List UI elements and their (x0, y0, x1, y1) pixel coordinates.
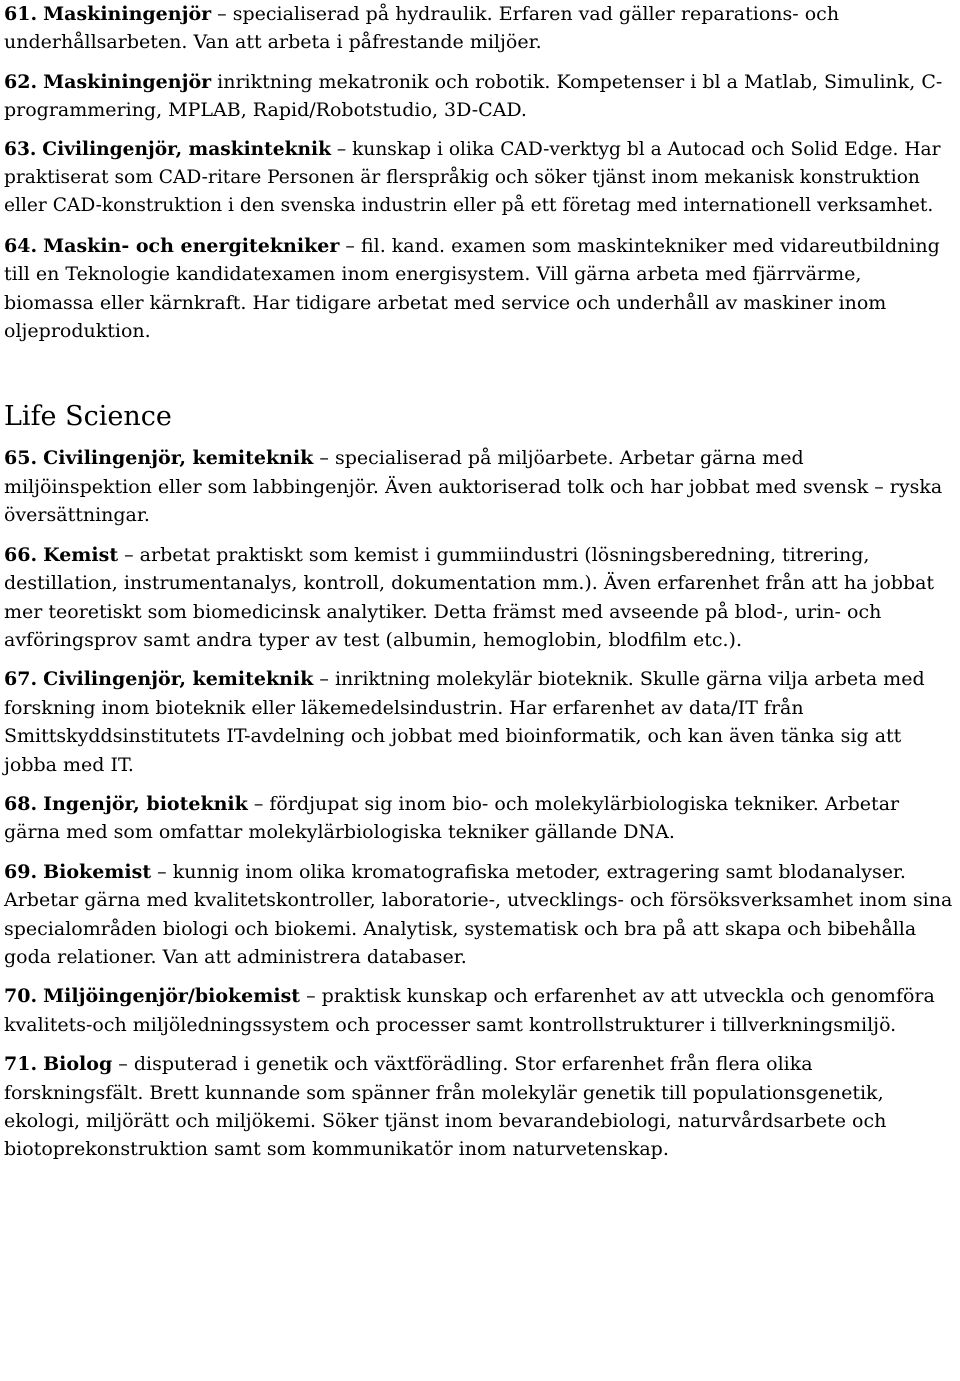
entry-text: – praktisk kunskap och erfarenhet av att utveckla och genomföra kvalitets-och miljöledningssystem och processer samt kontrollstrukturer i tillverkningsmiljö. (4, 985, 935, 1036)
list-item (4, 790, 956, 847)
entry-number: 71. (4, 1053, 38, 1076)
entry-title: Biokemist (43, 860, 152, 883)
entry-number: 66. (4, 543, 38, 566)
entry-title: Civilingenjör, kemiteknik (43, 668, 314, 691)
entry-title: Ingenjör, bioteknik (43, 792, 248, 815)
entry-text: – specialiserad på hydraulik. Erfaren vad gäller reparations- och underhållsarbeten. Van att arbeta i påfrestande miljöer. (4, 3, 840, 54)
list-item (4, 982, 956, 1039)
list-item (4, 0, 956, 57)
entry-title: Biolog (43, 1053, 113, 1076)
entry-number: 65. (4, 447, 38, 470)
list-item (4, 136, 956, 221)
list-item (4, 541, 956, 655)
entry-text: inriktning mekatronik och robotik. Kompetenser i bl a Matlab, Simulink, C-programmering, MPLAB, Rapid/Robotstudio, 3D-CAD. (4, 70, 943, 122)
list-item (4, 1050, 956, 1164)
entry-text: – specialiserad på miljöarbete. Arbetar gärna med miljöinspektion eller som labbingenjör. Även auktoriserad tolk och har jobbat med svensk – ryska översättningar. (4, 447, 943, 527)
entry-title: Civilingenjör, maskinteknik (42, 138, 331, 160)
entry-text: – fördjupat sig inom bio- och molekylärbiologiska tekniker. Arbetar gärna med som omfattar molekylärbiologiska tekniker gällande DNA. (4, 792, 900, 844)
entry-number: 69. (4, 860, 38, 883)
entry-title: Kemist (43, 543, 119, 566)
entry-number: 64. (4, 234, 38, 257)
entry-text: – arbetat praktiskt som kemist i gummiindustri (lösningsberedning, titrering, destillation, instrumentanalys, kontroll, dokumentation mm.). Även erfarenhet från att ha jobbat mer teoretiskt som biomedicinsk analytiker. Detta främst med avseende på blod-, urin- och avföringsprov samt andra typer av test (albumin, hemoglobin, blodfilm etc.). (4, 543, 935, 651)
entry-title: Maskin- och energitekniker (43, 234, 340, 257)
list-item (4, 665, 956, 779)
entry-title: Civilingenjör, kemiteknik (43, 447, 314, 470)
entry-number: 61. (4, 3, 38, 25)
entry-number: 70. (4, 985, 38, 1008)
list-item (4, 444, 956, 529)
section-title: Life Science (4, 401, 172, 433)
entry-title: Maskiningenjör (43, 70, 212, 93)
entry-number: 63. (4, 138, 37, 160)
entry-text: – disputerad i genetik och växtförädling. Stor erfarenhet från flera olika forskningsfält. Brett kunnande som spänner från molekylär genetik till populationsgenetik, ekologi, miljörätt och miljökemi. Söker tjänst inom bevarandebiologi, naturvårdsarbete och biotoprekonstruktion samt som kommunikatör inom naturvetenskap. (4, 1053, 887, 1161)
list-item (4, 232, 956, 346)
entry-number: 67. (4, 668, 38, 691)
entry-number: 62. (4, 70, 38, 93)
list-item (4, 68, 956, 125)
entry-number: 68. (4, 792, 38, 815)
entry-text: – kunnig inom olika kromatografiska metoder, extragering samt blodanalyser. Arbetar gärna med kvalitetskontroller, laboratorie-, utvecklings- och försöksverksamhet inom sina specialområden biologi och biokemi. Analytisk, systematisk och bra på att skapa och bibehålla goda relationer. Van att administrera databaser. (4, 860, 953, 968)
list-item (4, 858, 956, 972)
entry-text: – kunskap i olika CAD-verktyg bl a Autocad och Solid Edge. Har praktiserat som CAD-ritare Personen är flerspråkig och söker tjänst inom mekanisk konstruktion eller CAD-konstruktion i den svenska industrin eller på ett företag med internationell verksamhet. (4, 138, 941, 217)
entry-text: – fil. kand. examen som maskintekniker med vidareutbildning till en Teknologie kandidatexamen inom energisystem. Vill gärna arbeta med fjärrvärme, biomassa eller kärnkraft. Har tidigare arbetat med service och underhåll av maskiner inom oljeproduktion. (4, 234, 940, 343)
document-page (4, 0, 956, 1164)
entry-text: – inriktning molekylär bioteknik. Skulle gärna vilja arbeta med forskning inom bioteknik eller läkemedelsindustrin. Har erfarenhet av data/IT från Smittskyddsinstitutets IT-avdelning och jobbat med bioinformatik, och kan även tänka sig att jobba med IT. (4, 668, 925, 776)
entry-title: Miljöingenjör/biokemist (43, 985, 301, 1008)
entry-title: Maskiningenjör (43, 3, 212, 25)
